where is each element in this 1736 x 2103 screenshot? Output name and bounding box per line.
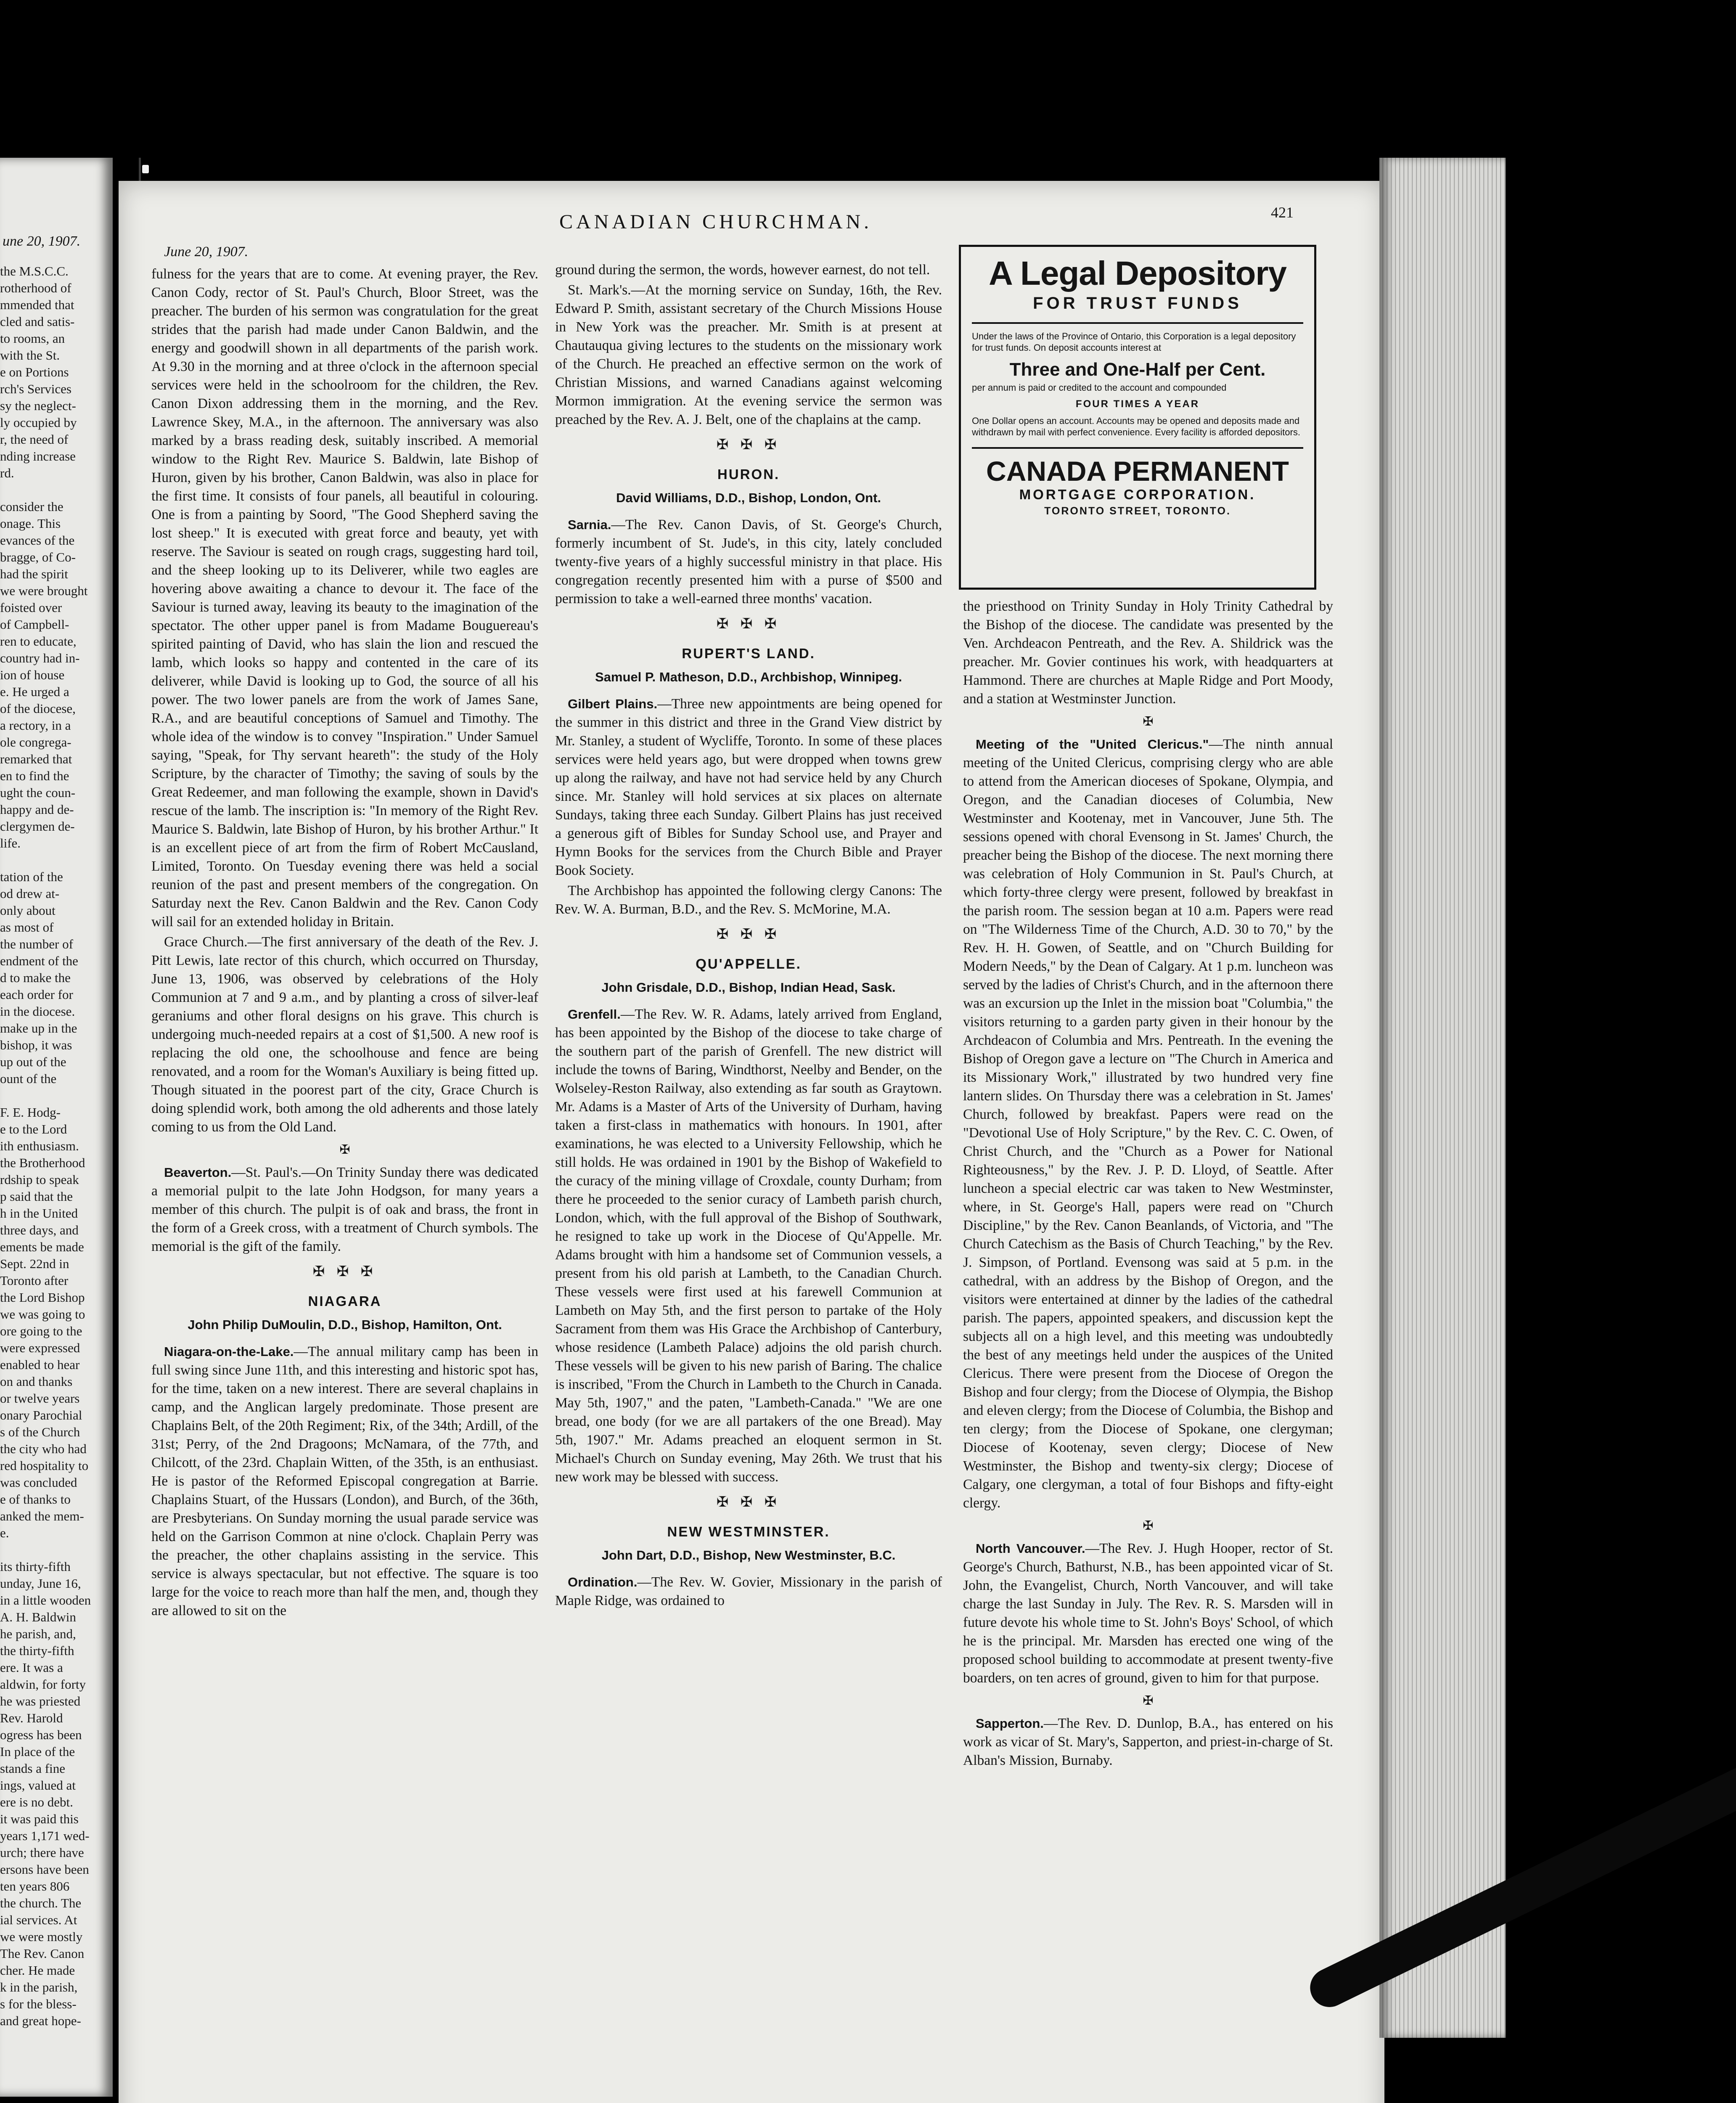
ad-brand: CANADA PERMANENT <box>986 456 1289 487</box>
section-bishop: John Philip DuMoulin, D.D., Bishop, Hamilton, Ont. <box>188 1317 502 1332</box>
article-paragraph: Grace Church.—The first anniversary of the death of the Rev. J. Pitt Lewis, late rector of this church, which occurred on Thursday, June 13, 1906, was observed by celebrations of the Holy Communion at 7 and 9 a.m., and by planting a cross of silver-leaf geraniums and other floral designs on his grave. This church is undergoing much-needed repairs at a cost of $1,500. A new roof is replacing the old one, the schoolhouse and fence are being renovated, and a room for the Woman's Auxiliary is being fitted up. Though situated in the poorest part of the city, Grace Church is doing splendid work, both among the old adherents and those lately coming to us from the Old Land. <box>151 934 538 1135</box>
section-ornament: ✠ ✠ ✠ <box>716 616 781 632</box>
article-paragraph: the priesthood on Trinity Sunday in Holy Trinity Cathedral by the Bishop of the diocese. The candidate was presented by the Ven. Archdeacon Pentreath, and the Rev. A. Shildrick was the preacher. Mr. Govier continues his work, with headquarters at Hammond. There are churches at Maple Ridge and Port Moody, and a station at Westminster Junction. <box>963 599 1333 707</box>
news-item-sapperton <box>963 1714 1333 1770</box>
ad-interest-rate: Three and One-Half per Cent. <box>1009 359 1266 380</box>
book-page-edges <box>1379 158 1506 2038</box>
section-title: HURON. <box>717 466 780 482</box>
item-text: —St. Paul's.—On Trinity Sunday there was dedicated a memorial pulpit to the late John Hodgson, for many years a member of this church. The pulpit is of oak and brass, the front in the form of a Greek cross, with a treatment of Church symbols. The memorial is the gift of the family. <box>151 1165 538 1254</box>
article-paragraph: St. Mark's.—At the morning service on Sunday, 16th, the Rev. Edward P. Smith, assistant secretary of the Church Missions House in New York was the preacher. Mr. Smith is at present at Chautauqua giving lectures to the students on the missionary work of the Church. He preached an effective sermon on the work of Christian Missions, and warned Canadians against welcoming Mormon immigration. At the evening service the sermon was preached by the Rev. A. J. Belt, one of the chaplains at the camp. <box>555 282 942 427</box>
section-title: QU'APPELLE. <box>696 956 802 972</box>
section-ornament: ✠ ✠ ✠ <box>716 437 781 453</box>
section-ornament: ✠ ✠ ✠ <box>716 1494 781 1510</box>
article-paragraph: The Archbishop has appointed the following clergy Canons: The Rev. W. A. Burman, B.D., and the Rev. S. McMorine, M.A. <box>555 883 942 917</box>
place-label: North Vancouver. <box>976 1541 1085 1556</box>
news-item-clericus <box>963 735 1333 1512</box>
article-paragraph: fulness for the years that are to come. At evening prayer, the Rev. Canon Cody, rector of St. Paul's Church, Bloor Street, was the preacher. The burden of his sermon was congratulation for the great strides that the parish had made under Canon Baldwin, and the energy and goodwill shown in all departments of the parish work. At 9.30 in the morning and at three o'clock in the afternoon special services were held in the schoolroom for the children, the Rev. Canon Dixon addressing them in the morning, and the Rev. Lawrence Skey, M.A., in the afternoon. The anniversary was also marked by a brass reading desk, suitably inscribed. A memorial window to the Right Rev. Maurice S. Baldwin, late Bishop of Huron, given by his brother, Canon Baldwin, was also in place for the first time. It consists of four panels, all beautiful in colouring. One is from a painting by Soord, "The Good Shepherd saving the lost sheep." It is executed with great force and beauty, yet with reserve. The Saviour is seated on rough crags, suggesting hard toil, and the sheep looking up to its Deliverer, while two eagles are hovering above awaiting a chance to devour it. The face of the Saviour is turned away, leaving its beauty to the imagination of the spectator. The other upper panel is from Madame Bouguereau's spirited painting of David, who has slain the lion and rescued the lamb, which looks so happy and contented in the care of its deliverer, while David is looking up to God, the source of all his power. The two lower panels are from the work of James Sane, R.A., and are beautiful conceptions of Samuel and Timothy. The whole idea of the window is to convey "Inspiration." Under Samuel saying, "Speak, for Thy servant heareth": the study of the Holy Scripture, by the character of Timothy; the saving of souls by the Great Redeemer, and man following the example, shown in David's rescue of the lamb. The inscription is: "In memory of the Right Rev. Maurice S. Baldwin, late Bishop of Huron, by his brother Arthur." It is an excellent piece of art from the firm of Robert McCausland, Limited, Toronto. On Tuesday evening there was held a social reunion of the past and present members of the congregation. On Saturday next the Rev. Canon Baldwin and the Rev. Canon Cody will sail for an extended holiday in Britain. <box>151 266 538 930</box>
article-paragraph: ground during the sermon, the words, however earnest, do not tell. <box>555 262 930 278</box>
item-text: —The Rev. D. Dunlop, B.A., has entered on his work as vicar of St. Mary's, Sapperton, and priest-in-charge of St. Alban's Mission, Burnaby. <box>963 1716 1333 1768</box>
news-item-ordination <box>555 1573 942 1610</box>
ad-subheadline: FOR TRUST FUNDS <box>1033 294 1242 313</box>
news-item-gilbert-plains <box>555 695 942 880</box>
place-label: Meeting of the "United Clericus." <box>976 737 1209 752</box>
ad-body: One Dollar opens an account. Accounts may be opened and deposits made and withdrawn by mail with perfect convenience. Every facility is afforded depositors. <box>972 416 1300 437</box>
ad-address: TORONTO STREET, TORONTO. <box>1044 505 1231 517</box>
page-number: 421 <box>1271 204 1294 221</box>
item-text: —Three new appointments are being opened for the summer in this district and three in the Grand View district by Mr. Stanley, a student of Wycliffe, Toronto. In some of these places services were held years ago, but were dropped when towns grew up along the railway, and have not had service held by any Church since. Mr. Stanley will hold services at six places on alternate Sundays, taking three each Sunday. Gilbert Plains has just received a generous gift of Bibles for Sunday School use, and Prayer and Hymn Books for the services from the Church Bible and Prayer Book Society. <box>555 696 942 878</box>
item-text: —The Rev. W. R. Adams, lately arrived from England, has been appointed by the Bishop of the diocese to take charge of the southern part of the parish of Grenfell. The new district will include the towns of Baring, Windthorst, Neelby and Bender, on the Wolseley-Reston Railway, also extending as far south as Graytown. Mr. Adams is a Master of Arts of the University of Durham, having taken a first-class in mathematics with honours. In 1901, after examinations, he was elected to a University Fellowship, which he still holds. He was ordained in 1901 by the Bishop of Wakefield to the curacy of the mining village of Croxdale, county Durham; from there he proceeded to the senior curacy of Lambeth parish church, London, which, with the full approval of the Bishop of Southwark, he resigned to take up work in the Diocese of Qu'Appelle. Mr. Adams brought with him a handsome set of Communion vessels, a present from his old parish at Lambeth, to the Canadian Church. These vessels were first used at his farewell Communion at Lambeth on May 5th, and the first person to partake of the Holy Sacrament from them was His Grace the Archbishop of Canterbury, whose residence (Lambeth Palace) adjoins the old parish church. These vessels will be given to his new parish of Baring. The chalice is inscribed, "From the Church in Lambeth to the Church in Canada. May 5th, 1907," and the paten, "Lambeth-Canada." "We are one bread, one body (for we are all partakers of the one Bread). May 5th, 1907." Mr. Adams preached an eloquent sermon in St. Michael's Church on Sunday evening, May 26th. We trust that his new work may be blessed with success. <box>555 1006 942 1485</box>
section-title: NIAGARA <box>308 1293 382 1309</box>
ornament: ✠ <box>1143 715 1154 728</box>
place-label: Beaverton. <box>164 1165 232 1180</box>
ad-divider <box>972 322 1303 324</box>
place-label: Grenfell. <box>568 1007 621 1022</box>
ornament: ✠ <box>339 1143 350 1157</box>
news-item-beaverton <box>151 1163 538 1256</box>
ad-divider <box>972 447 1303 449</box>
facing-page <box>0 158 113 2097</box>
news-item-sarnia <box>555 516 942 608</box>
section-bishop: John Grisdale, D.D., Bishop, Indian Head, Sask. <box>601 980 896 995</box>
item-text: —The ninth annual meeting of the United Clericus, comprising clergy who are able to attend from the American dioceses of Spokane, Olympia, and Oregon, and the Canadian dioceses of Columbia, New Westminster and Kootenay, met in Vancouver, June 5th. The sessions opened with choral Evensong in St. James' Church, the preacher being the Bishop of the diocese. The next morning there was celebration of Holy Communion in St. Paul's Church, at which forty-three clergy were present, followed by breakfast in the parish room. The session began at 10 a.m. Papers were read on "The Wilderness Time of the Church, A.D. 30 to 70," by the Rev. H. H. Gowen, of Seattle, and on "Church Building for Modern Needs," by the Dean of Calgary. At 1 p.m. luncheon was served by the ladies of Christ's Church, and in the afternoon there was an excursion up the Inlet in the mission boat "Columbia," the visitors returning to a garden party given in their honour by the Archdeacon of Columbia and Mrs. Pentreath. In the evening the Bishop of Oregon gave a lecture on "The Church in America and its Missionary Work," illustrated by two hundred very fine lantern slides. On Thursday there was a celebration in St. James' Church, followed by breakfast. Papers were read on the "Devotional Use of Holy Scripture," by the Rev. C. C. Owen, of Christ Church, and the "Church as a Power for National Righteousness," by the Rev. J. P. D. Lloyd, of Seattle. After luncheon a special electric car was taken to New Westminster, where, in St. George's Hall, papers were read on "Church Discipline," by the Rev. Canon Beanlands, of Victoria, and "The Church Catechism as the Basis of Church Teaching," by the Rev. J. Simpson, of Portland. Evensong was said at 5 p.m. in the cathedral, with an address by the Bishop of Oregon, and the visitors were entertained at dinner by the ladies of the cathedral parish. The papers, appointed speakers, and discussion kept the subjects all on a high level, and this meeting was undoubtedly the best of any meetings held under the auspices of the United Clericus. There were present from the Diocese of Oregon the Bishop and four clergy; from the Diocese of Olympia, the Bishop and eleven clergy; from the Diocese of Columbia, the Bishop and ten clergy; from the Diocese of Spokane, one clergyman; Diocese of Kootenay, seven clergy; Diocese of New Westminster, the Bishop and twenty-six clergy; Diocese of Calgary, one clergyman, a total of four Bishops and fifty-eight clergy. <box>963 736 1333 1511</box>
place-label: Niagara-on-the-Lake. <box>164 1344 294 1359</box>
ad-frequency: FOUR TIMES A YEAR <box>1075 398 1200 410</box>
section-bishop: John Dart, D.D., Bishop, New Westminster, B.C. <box>601 1548 896 1563</box>
ad-body: per annum is paid or credited to the account and compounded <box>972 382 1227 393</box>
item-text: —The Rev. W. Govier, Missionary in the parish of Maple Ridge, was ordained to <box>555 1574 942 1608</box>
news-item-grenfell <box>555 1005 942 1486</box>
section-bishop: David Williams, D.D., Bishop, London, Ont. <box>616 490 881 505</box>
binding-clip-icon <box>142 165 149 173</box>
ad-body: Under the laws of the Province of Ontario, this Corporation is a legal depository for trust funds. On deposit accounts interest at <box>972 331 1296 353</box>
place-label: Sapperton. <box>976 1716 1044 1731</box>
news-item-north-vancouver <box>963 1539 1333 1687</box>
ornament: ✠ <box>1143 1519 1154 1533</box>
facing-page-date: une 20, 1907. <box>3 233 81 249</box>
item-text: —The Rev. Canon Davis, of St. George's Church, formerly incumbent of St. Jude's, in this city, lately concluded twenty-five years of a highly successful ministry in that place. His congregation recently presented him with a purse of $500 and permission to take a well-earned three months' vacation. <box>555 517 942 607</box>
place-label: Gilbert Plains. <box>568 697 658 711</box>
section-title: RUPERT'S LAND. <box>682 646 815 661</box>
section-ornament: ✠ ✠ ✠ <box>312 1264 377 1279</box>
item-text: —The annual military camp has been in full swing since June 11th, and this interesting and historic spot has, for the time, taken on a new interest. There are several chaplains in camp, and the Anglican largely predominate. Those present are Chaplains Belt, of the 20th Regiment; Rix, of the 34th; Ardill, of the 31st; Perry, of the 2nd Dragoons; McNamara, of the 77th, and Chilcott, of the 23rd. Chaplain Witten, of the 35th, is an enthusiast. He is pastor of the Reformed Episcopal congregation at Barrie. Chaplains Stuart, of the Hussars (London), and Burch, of the 36th, are Presbyterians. On Sunday morning the usual parade service was held on the Garrison Common at nine o'clock. Chaplain Perry was the preacher, the other chaplains assisting in the service. This service is always spectacular, but not effective. The square is too large for the voice to reach more than half the men, and, though they are allowed to sit on the <box>151 1344 538 1618</box>
column-2 <box>555 261 942 1612</box>
column-3 <box>963 597 1333 1772</box>
advertisement-box <box>959 245 1316 590</box>
place-label: Ordination. <box>568 1575 638 1589</box>
item-text: —The Rev. J. Hugh Hooper, rector of St. George's Church, Bathurst, N.B., has been appointed vicar of St. John, the Evangelist, Church, North Vancouver, and will take charge the last Sunday in July. The Rev. R. S. Marsden will in future devote his whole time to St. John's Boys' School, of which he is the principal. Mr. Marsden has erected one wing of the proposed school building to accommodate at present twenty-five boarders, on ten acres of ground, given to him for that purpose. <box>963 1541 1333 1686</box>
section-ornament: ✠ ✠ ✠ <box>716 927 781 942</box>
facing-page-text: the M.S.C.C. rotherhood of mmended that cled and satis- to rooms, an with the St. e on Portions rch's Services sy the neglect- ly occupied by r, the need of nding increase rd. consider the onage. This evances of the bragge, of Co- had the spirit we were brought foisted over of Campbell- ren to educate, country had in- ion of house e. He urged a of the diocese, a rectory, in a ole congrega- remarked that en to find the ught the coun- happy and de- clergymen de- life. tation of the od drew at- only about as most of the number of endment of the d to make the each order for in the diocese. make up in the bishop, it was up out of the ount of the F. E. Hodg- e to the Lord ith enthusiasm. the Brotherhood rdship to speak p said that the h in the United three days, and ements be made Sept. 22nd in Toronto after the Lord Bishop we was going to ore going to the were expressed enabled to hear on and thanks or twelve years onary Parochial s of the Church the city who had red hospitality to was concluded e of thanks to anked the mem- e. its thirty-fifth unday, June 16, in a little wooden A. H. Baldwin he parish, and, the thirty-fifth ere. It was a aldwin, for forty he was priested Rev. Harold ogress has been In place of the stands a fine ings, valued at ere is no debt. it was paid this years 1,171 wed- urch; there have ersons have been ten years 806 the church. The ial services. At we were mostly The Rev. Canon cher. He made k in the parish, s for the bless- and great hope- <box>0 264 91 2028</box>
place-label: Sarnia. <box>568 517 611 532</box>
column-1 <box>151 265 538 1622</box>
masthead: CANADIAN CHURCHMAN. <box>559 211 873 233</box>
ad-corporation: MORTGAGE CORPORATION. <box>1019 487 1256 502</box>
issue-date: June 20, 1907. <box>164 244 249 260</box>
section-title: NEW WESTMINSTER. <box>667 1524 830 1539</box>
ornament: ✠ <box>1143 1694 1154 1708</box>
news-item-niagara <box>151 1343 538 1620</box>
section-bishop: Samuel P. Matheson, D.D., Archbishop, Winnipeg. <box>595 670 902 684</box>
ad-headline: A Legal Depository <box>988 254 1287 292</box>
